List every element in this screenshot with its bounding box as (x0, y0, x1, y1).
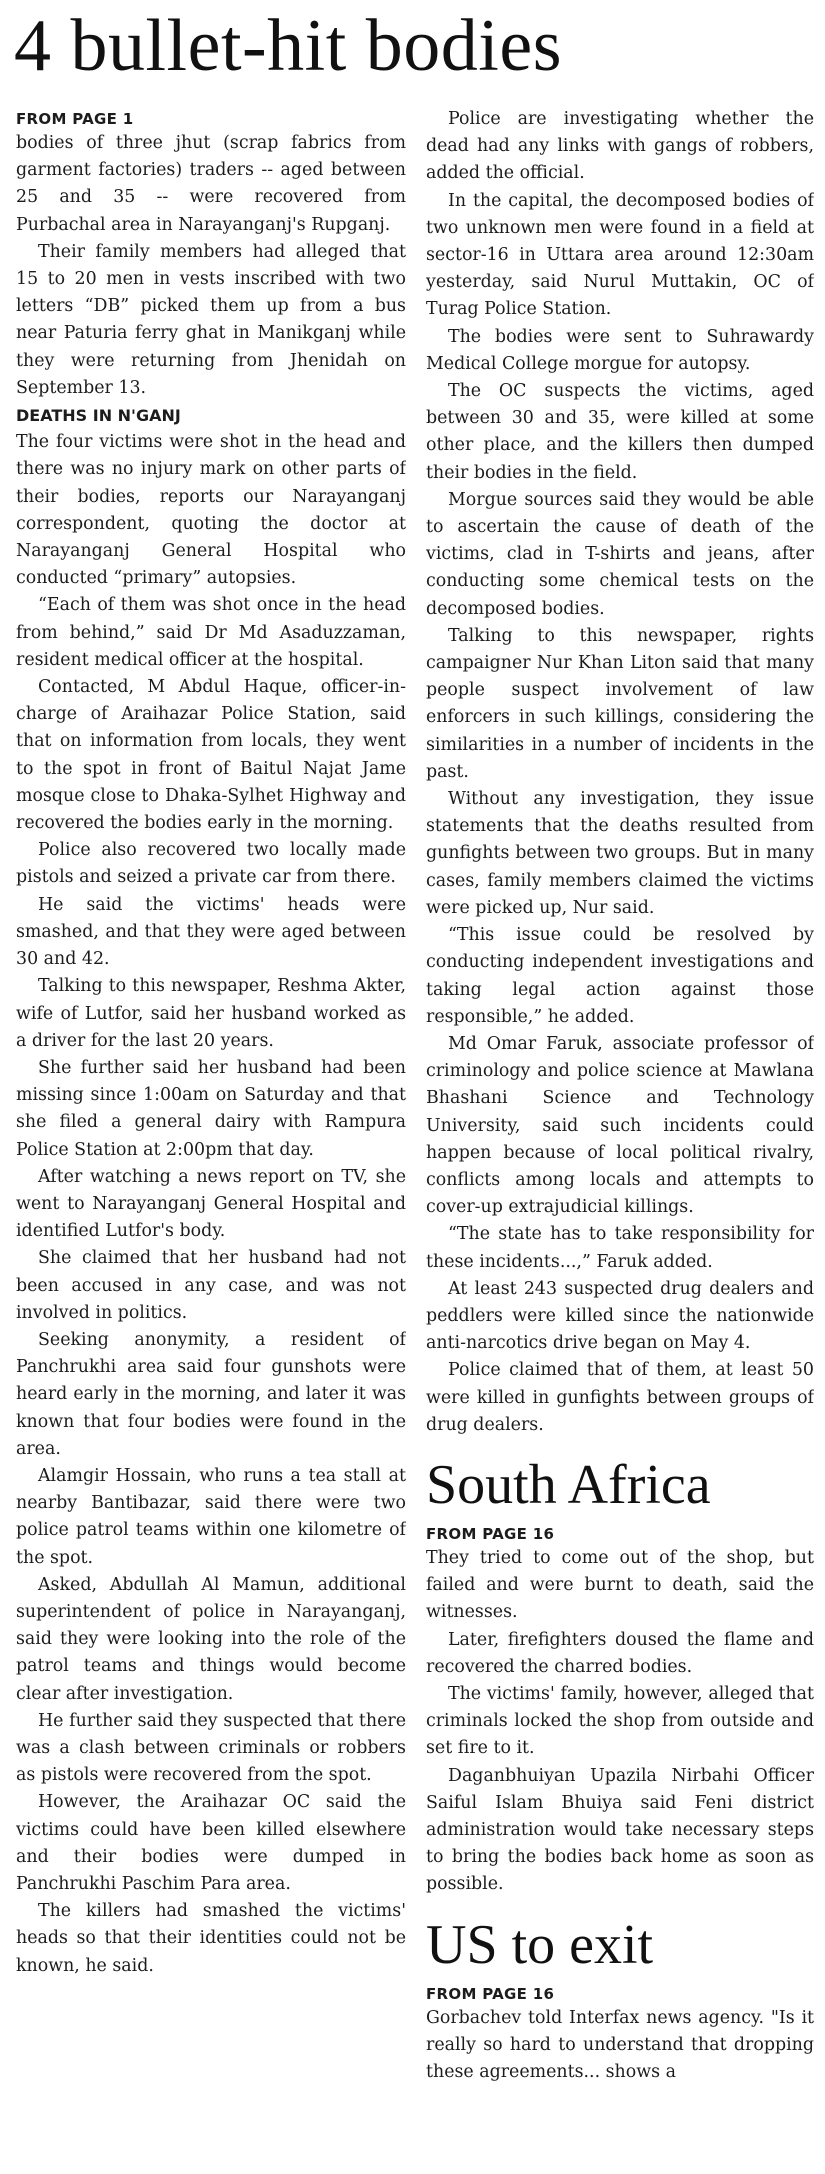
article-paragraph: After watching a news report on TV, she went to Narayanganj General Hospital and identified Lutfor's body. (16, 1166, 406, 1242)
article-paragraph: The victims' family, however, alleged that criminals locked the shop from outside and set fire to it. (426, 1683, 814, 1759)
left-column (16, 106, 406, 2174)
article-paragraph: She claimed that her husband had not been accused in any case, and was not involved in politics. (16, 1248, 406, 1323)
article-paragraph: At least 243 suspected drug dealers and peddlers were killed since the nationwide anti-narcotics drive began on May 4. (426, 1278, 814, 1354)
article-paragraph: Daganbhuiyan Upazila Nirbahi Officer Saiful Islam Bhuiya said Feni district administration would take necessary steps to bring the bodies back home as soon as possible. (426, 1765, 814, 1895)
article-paragraph: The OC suspects the victims, aged between 30 and 35, were killed at some other place, and the killers then dumped their bodies in the field. (426, 381, 814, 483)
article-paragraph: “This issue could be resolved by conducting independent investigations and taking legal action against those responsible,” he added. (426, 925, 814, 1027)
article-paragraph: The four victims were shot in the head and there was no injury mark on other parts of their bodies, reports our Narayanganj correspondent, quoting the doctor at Narayanganj General Hospital who conducted “primary” autopsies. (16, 432, 406, 589)
kicker-from-page-1: FROM PAGE 1 (16, 110, 134, 128)
article-paragraph: In the capital, the decomposed bodies of two unknown men were found in a field at sector-16 in Uttara area around 12:30am yesterday, said Nurul Muttakin, OC of Turag Police Station. (426, 190, 814, 320)
subhead-deaths-in-nganj: DEATHS IN N'GANJ (16, 406, 181, 426)
kicker-from-page-16: FROM PAGE 16 (426, 1984, 555, 2003)
right-column (426, 106, 814, 2174)
article-paragraph: Without any investigation, they issue statements that the deaths resulted from gunfights between two groups. But in many cases, family members claimed the victims were picked up, Nur said. (426, 789, 814, 918)
article-paragraph: Talking to this newspaper, Reshma Akter, wife of Lutfor, said her husband worked as a driver for the last 20 years. (16, 976, 406, 1051)
article-paragraph: Gorbachev told Interfax news agency. "Is it really so hard to understand that dropping these agreements... shows a (426, 2007, 814, 2082)
article-paragraph: Police are investigating whether the dead had any links with gangs of robbers, added the official. (426, 109, 814, 184)
article-paragraph: The bodies were sent to Suhrawardy Medical College morgue for autopsy. (426, 326, 814, 374)
section-title-south-africa: South Africa (426, 1453, 711, 1516)
article-paragraph: bodies of three jhut (scrap fabrics from garment factories) traders -- aged between 25 and 35 -- were recovered from Purbachal area in Narayanganj's Rupganj. (16, 133, 406, 235)
article-paragraph: He said the victims' heads were smashed, and that they were aged between 30 and 42. (16, 894, 406, 970)
article-paragraph: However, the Araihazar OC said the victims could have been killed elsewhere and their bodies were dumped in Panchrukhi Paschim Para area. (16, 1792, 406, 1894)
article-paragraph: Asked, Abdullah Al Mamun, additional superintendent of police in Narayanganj, said they were looking into the role of the patrol teams and things would become clear after investigation. (16, 1574, 406, 1704)
article-paragraph: Md Omar Faruk, associate professor of criminology and police science at Mawlana Bhashani Science and Technology University, said such incidents could happen because of local political rivalry, conflicts among locals and attempts to cover-up extrajudicial killings. (426, 1033, 814, 1218)
section-title-us-to-exit: US to exit (426, 1913, 654, 1976)
headline: 4 bullet-hit bodies (14, 5, 562, 87)
article-paragraph: Police also recovered two locally made pistols and seized a private car from there. (16, 840, 406, 888)
article-paragraph: Talking to this newspaper, rights campaigner Nur Khan Liton said that many people suspect involvement of law enforcers in such killings, considering the similarities in a number of incidents in the past. (426, 625, 814, 782)
article-paragraph: Seeking anonymity, a resident of Panchrukhi area said four gunshots were heard early in the morning, and later it was known that four bodies were found in the area. (16, 1329, 406, 1459)
article-paragraph: Alamgir Hossain, who runs a tea stall at nearby Bantibazar, said there were two police patrol teams within one kilometre of the spot. (16, 1465, 406, 1568)
article-paragraph: Later, firefighters doused the flame and recovered the charred bodies. (426, 1629, 814, 1677)
article-paragraph: Morgue sources said they would be able to ascertain the cause of death of the victims, clad in T-shirts and jeans, after conducting some chemical tests on the decomposed bodies. (426, 489, 814, 619)
article-paragraph: “The state has to take responsibility for these incidents...,” Faruk added. (426, 1224, 814, 1272)
article-paragraph: “Each of them was shot once in the head from behind,” said Dr Md Asaduzzaman, resident medical officer at the hospital. (16, 595, 406, 670)
article-paragraph: The killers had smashed the victims' heads so that their identities could not be known, he said. (16, 1901, 406, 1976)
article-paragraph: She further said her husband had been missing since 1:00am on Saturday and that she filed a general dairy with Rampura Police Station at 2:00pm that day. (16, 1057, 406, 1160)
kicker-from-page-16: FROM PAGE 16 (426, 1524, 555, 1543)
article-paragraph: Police claimed that of them, at least 50 were killed in gunfights between groups of drug dealers. (426, 1360, 814, 1435)
article-paragraph: Their family members had alleged that 15 to 20 men in vests inscribed with two letters “DB” picked them up from a bus near Paturia ferry ghat in Manikganj while they were returning from Jhenidah on September 13. (16, 241, 406, 398)
article-paragraph: He further said they suspected that there was a clash between criminals or robbers as pistols were recovered from the spot. (16, 1710, 406, 1786)
article-paragraph: They tried to come out of the shop, but failed and were burnt to death, said the witnesses. (426, 1547, 814, 1623)
article-paragraph: Contacted, M Abdul Haque, officer-in-charge of Araihazar Police Station, said that on information from locals, they went to the spot in front of Baitul Najat Jame mosque close to Dhaka-Sylhet Highway and recovered the bodies early in the morning. (16, 677, 406, 834)
